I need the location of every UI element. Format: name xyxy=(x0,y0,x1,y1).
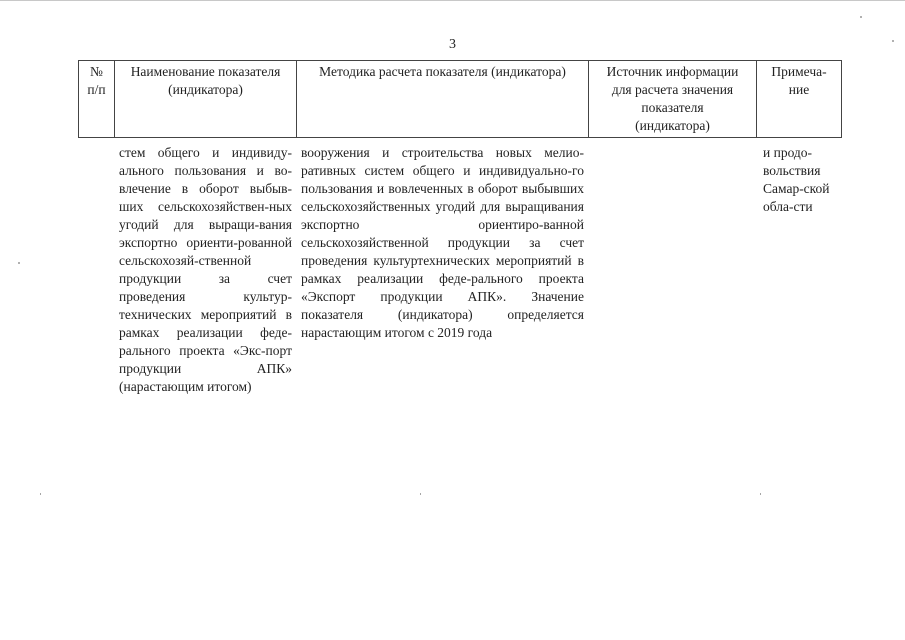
header-information-source: Источник информации для расчета значения показателя (индикатора) xyxy=(589,61,757,138)
indicator-table xyxy=(78,60,842,396)
header-indicator-name: Наименование показателя (индикатора) xyxy=(115,61,297,138)
cell-note: и продо-вольствия Самар-ской обла-сти xyxy=(763,145,830,214)
header-calculation-method: Методика расчета показателя (индикатора) xyxy=(297,61,589,138)
header-note: Примеча- ние xyxy=(757,61,842,138)
scan-speck xyxy=(40,493,41,495)
cell-calculation-method: вооружения и строительства новых мелио-ративных систем общего и индивидуально-го пользования и вовлеченных в оборот выбывших сельскохозяйственных угодий для выращивания экспортно ориентиро-ванной сельскохозяйственной продукции за счет проведения культуртехнических мероприятий в рамках реализации феде-рального проекта «Экспорт продукции АПК». Значение показателя (индикатора) определяется нарастающим итогом с 2019 года xyxy=(301,145,584,340)
header-number: № п/п xyxy=(79,61,115,138)
top-edge-rule xyxy=(0,0,905,1)
cell-number xyxy=(79,138,115,397)
scan-speck xyxy=(760,493,761,495)
page-number: 3 xyxy=(449,37,456,52)
cell-indicator-name: стем общего и индивиду-ального пользования и во-влечение в оборот выбыв-ших сельскохозяйствен-ных угодий для выращи-вания экспортно ориенти-рованной сельскохозяй-ственной продукции за счет проведения культур-технических мероприятий в рамках реализации феде-рального проекта «Экс-порт продукции АПК» (нарастающим итогом) xyxy=(119,145,292,394)
scan-speck xyxy=(18,262,20,264)
scan-speck xyxy=(892,40,894,42)
scan-speck xyxy=(860,16,862,18)
cell-information-source xyxy=(589,138,757,397)
scan-speck xyxy=(420,493,421,495)
table-header-row xyxy=(79,61,842,138)
table-row xyxy=(79,138,842,397)
